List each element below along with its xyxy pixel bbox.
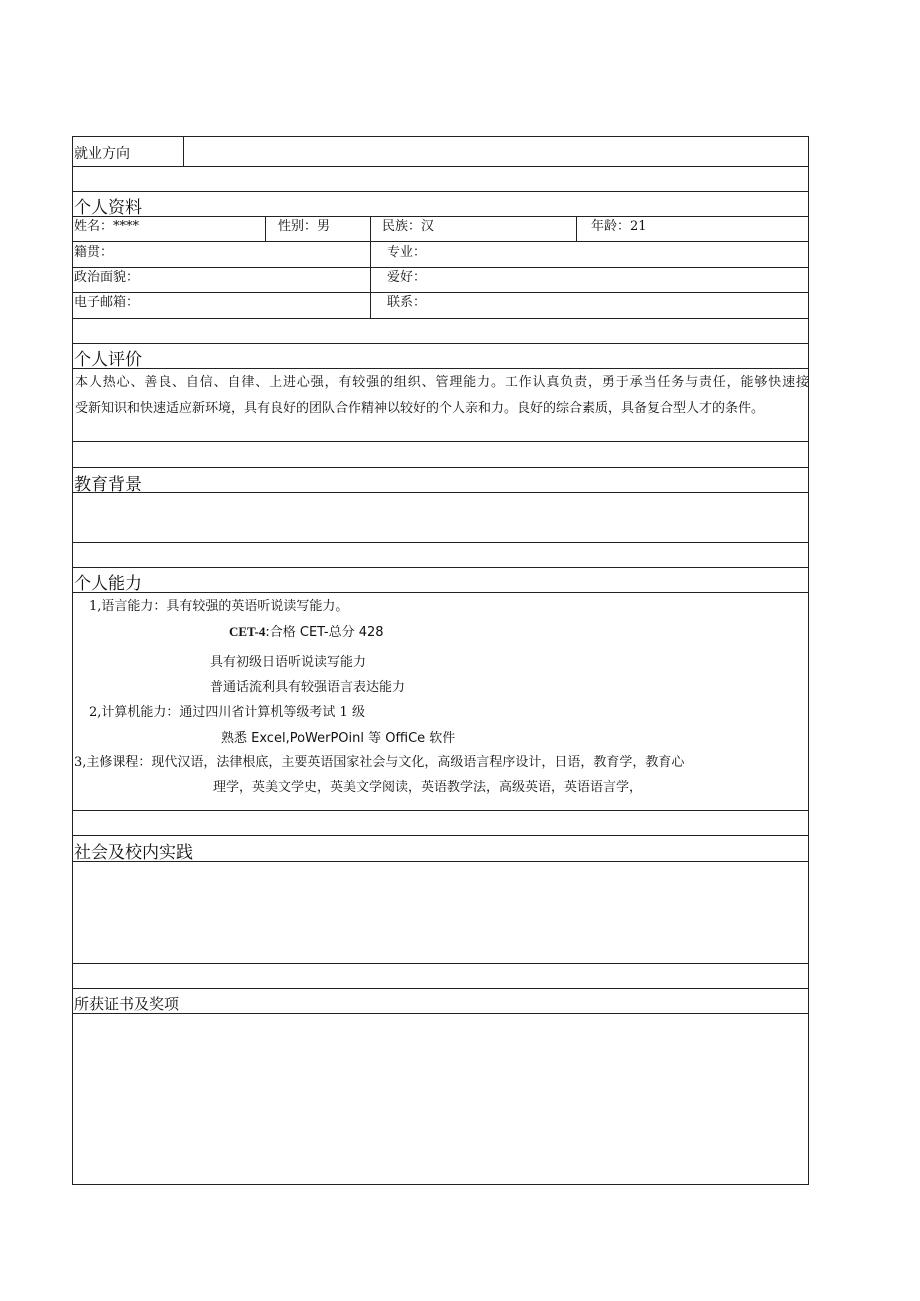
courses-line: 3,主修课程：现代汉语，法律根底，主要英语国家社会与文化，高级语言程序设计，日语，教育学，教育心: [74, 755, 685, 770]
age-field: 年龄：21: [591, 219, 647, 234]
row-line: [73, 492, 808, 493]
row-line: [73, 292, 808, 293]
education-heading: 教育背景: [74, 475, 142, 495]
row-line: [73, 166, 808, 167]
row-line: [73, 191, 808, 192]
hobby-field: 爱好：: [387, 270, 427, 285]
row-line: [73, 592, 808, 593]
row-line: [73, 343, 808, 344]
row-line: [73, 267, 808, 268]
cet-result: [229, 624, 384, 641]
computer-ability: 2,计算机能力：通过四川省计算机等级考试 1 级: [89, 705, 365, 720]
resume-form: [72, 136, 809, 1185]
career-divider: [183, 137, 184, 166]
gender-field: 性别：男: [278, 219, 331, 234]
ethnicity-field: 民族：汉: [382, 219, 435, 234]
japanese-ability: 具有初级日语听说读写能力: [210, 655, 367, 670]
language-ability: 1,语言能力：具有较强的英语听说读写能力。: [89, 599, 349, 614]
row-line: [73, 810, 808, 811]
major-field: 专业：: [387, 245, 427, 260]
contact-field: 联系：: [387, 295, 427, 310]
mandarin-ability: 普通话流利具有较强语言表达能力: [210, 680, 406, 695]
row-line: [73, 861, 808, 862]
name-field: 姓名：****: [74, 219, 140, 234]
row-line: [73, 241, 808, 242]
row-line: [73, 318, 808, 319]
courses-line: 理学，英美文学史，英美文学阅读，英语教学法，高级英语，英语语言学，: [213, 780, 643, 795]
abilities-heading: 个人能力: [74, 574, 142, 594]
evaluation-text: [75, 370, 809, 422]
row-line: [73, 988, 808, 989]
native-place-field: 籍贯：: [74, 245, 114, 260]
row-line: [73, 567, 808, 568]
row-line: [73, 441, 808, 442]
row-line: [73, 835, 808, 836]
office-skills: 熟悉 Excel,PoWerPOinl 等 OffiCe 软件: [221, 731, 456, 746]
row-line: [73, 368, 808, 369]
row-line: [73, 467, 808, 468]
evaluation-line: 本人热心、善良、自信、自律、上进心强，有较强的组织、管理能力。工作认真负责，勇于承当任务与责任，能够快速接: [75, 375, 809, 390]
row-line: [73, 1013, 808, 1014]
cet-score: :合格 CET-总分 428: [265, 625, 384, 640]
personal-heading: 个人资料: [74, 198, 142, 218]
cet-label: CET-4: [229, 624, 266, 639]
awards-heading: 所获证书及奖项: [74, 995, 180, 1013]
row-line: [73, 216, 808, 217]
evaluation-heading: 个人评价: [74, 350, 142, 370]
cell-divider: [576, 216, 577, 241]
row-line: [73, 542, 808, 543]
political-status-field: 政治面貌：: [74, 270, 140, 285]
evaluation-line: 受新知识和快速适应新环境，具有良好的团队合作精神以较好的个人亲和力。良好的综合素质，具备复合型人才的条件。: [75, 401, 765, 416]
row-line: [73, 963, 808, 964]
career-label: 就业方向: [74, 146, 130, 162]
cell-divider: [265, 216, 266, 241]
email-field: 电子邮箱：: [74, 295, 140, 310]
practice-heading: 社会及校内实践: [74, 843, 193, 863]
